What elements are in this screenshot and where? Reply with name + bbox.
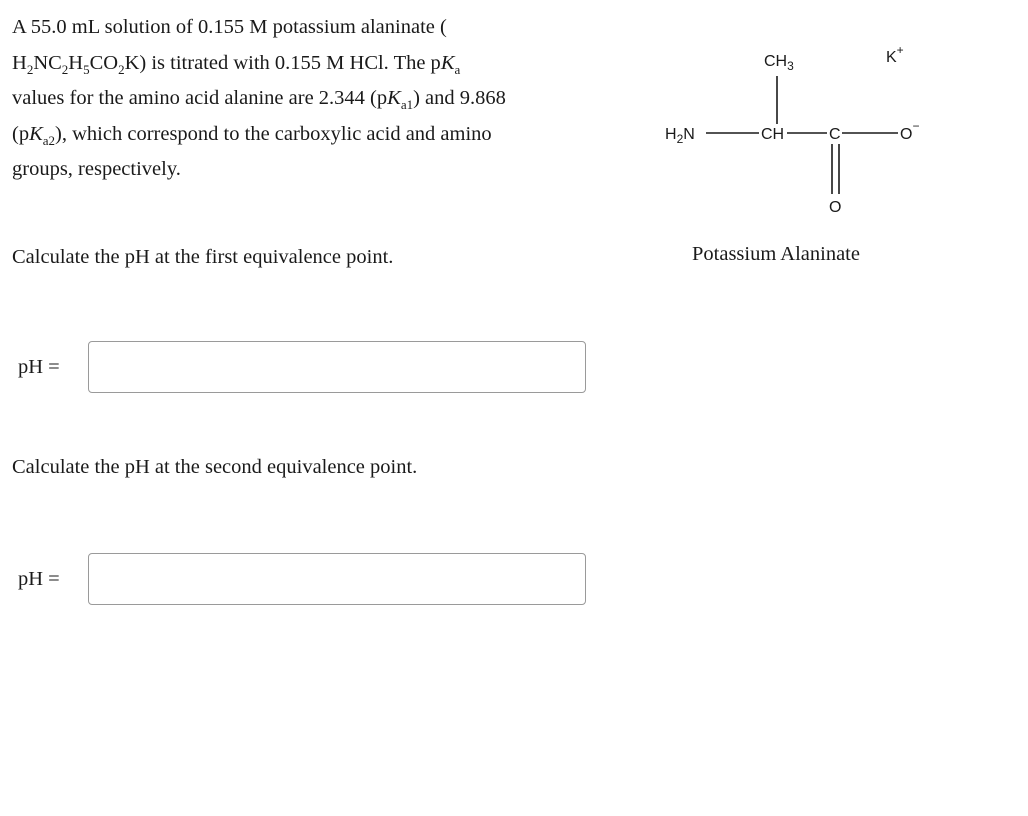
- h2n-label: $H_2N$: [665, 126, 695, 146]
- k-plus-label: K+: [886, 43, 904, 66]
- o-double-label: O: [829, 199, 842, 216]
- question-1-prompt: Calculate the pH at the first equivalence point.: [12, 246, 394, 268]
- problem-line-1: [12, 10, 612, 46]
- ph-input-second-equivalence[interactable]: [88, 553, 586, 605]
- problem-text: values for the amino acid alanine are 2.344 (p: [12, 87, 388, 109]
- structure-caption: Potassium Alaninate: [692, 243, 860, 265]
- problem-line-4: $(pK_{a2})$, which correspond to the carboxylic acid and amino: [12, 122, 492, 148]
- answer-row-2: [18, 553, 586, 605]
- problem-text: A 55.0 mL solution of 0.155 M potassium alaninate (: [12, 16, 447, 38]
- ph-label: pH =: [18, 567, 60, 590]
- ch-label: CH: [761, 126, 785, 143]
- chemical-formula: $H_2NC_2H_5CO_2K$: [12, 51, 140, 77]
- question-2-prompt: Calculate the pH at the second equivalence point.: [12, 456, 418, 478]
- problem-text: ) is titrated with 0.155 M HCl. The p: [139, 51, 441, 74]
- ch3-label: $CH_3$: [764, 53, 794, 73]
- potassium-alaninate-structure: [660, 40, 950, 220]
- c-label: C: [829, 126, 841, 143]
- ph-label: pH =: [18, 355, 60, 378]
- problem-line-3: values for the amino acid alanine are 2.344 $(pK_{a1})$ and 9.868: [12, 87, 506, 113]
- answer-row-1: [18, 341, 586, 393]
- o-minus-label: O−: [900, 119, 920, 143]
- problem-line-5: groups, respectively.: [12, 158, 181, 180]
- problem-statement: [12, 10, 612, 188]
- ph-input-first-equivalence[interactable]: [88, 341, 586, 393]
- problem-line-2: $H_2NC_2H_5CO_2K$) is titrated with 0.155 M HCl. The $pK_a$: [12, 51, 461, 77]
